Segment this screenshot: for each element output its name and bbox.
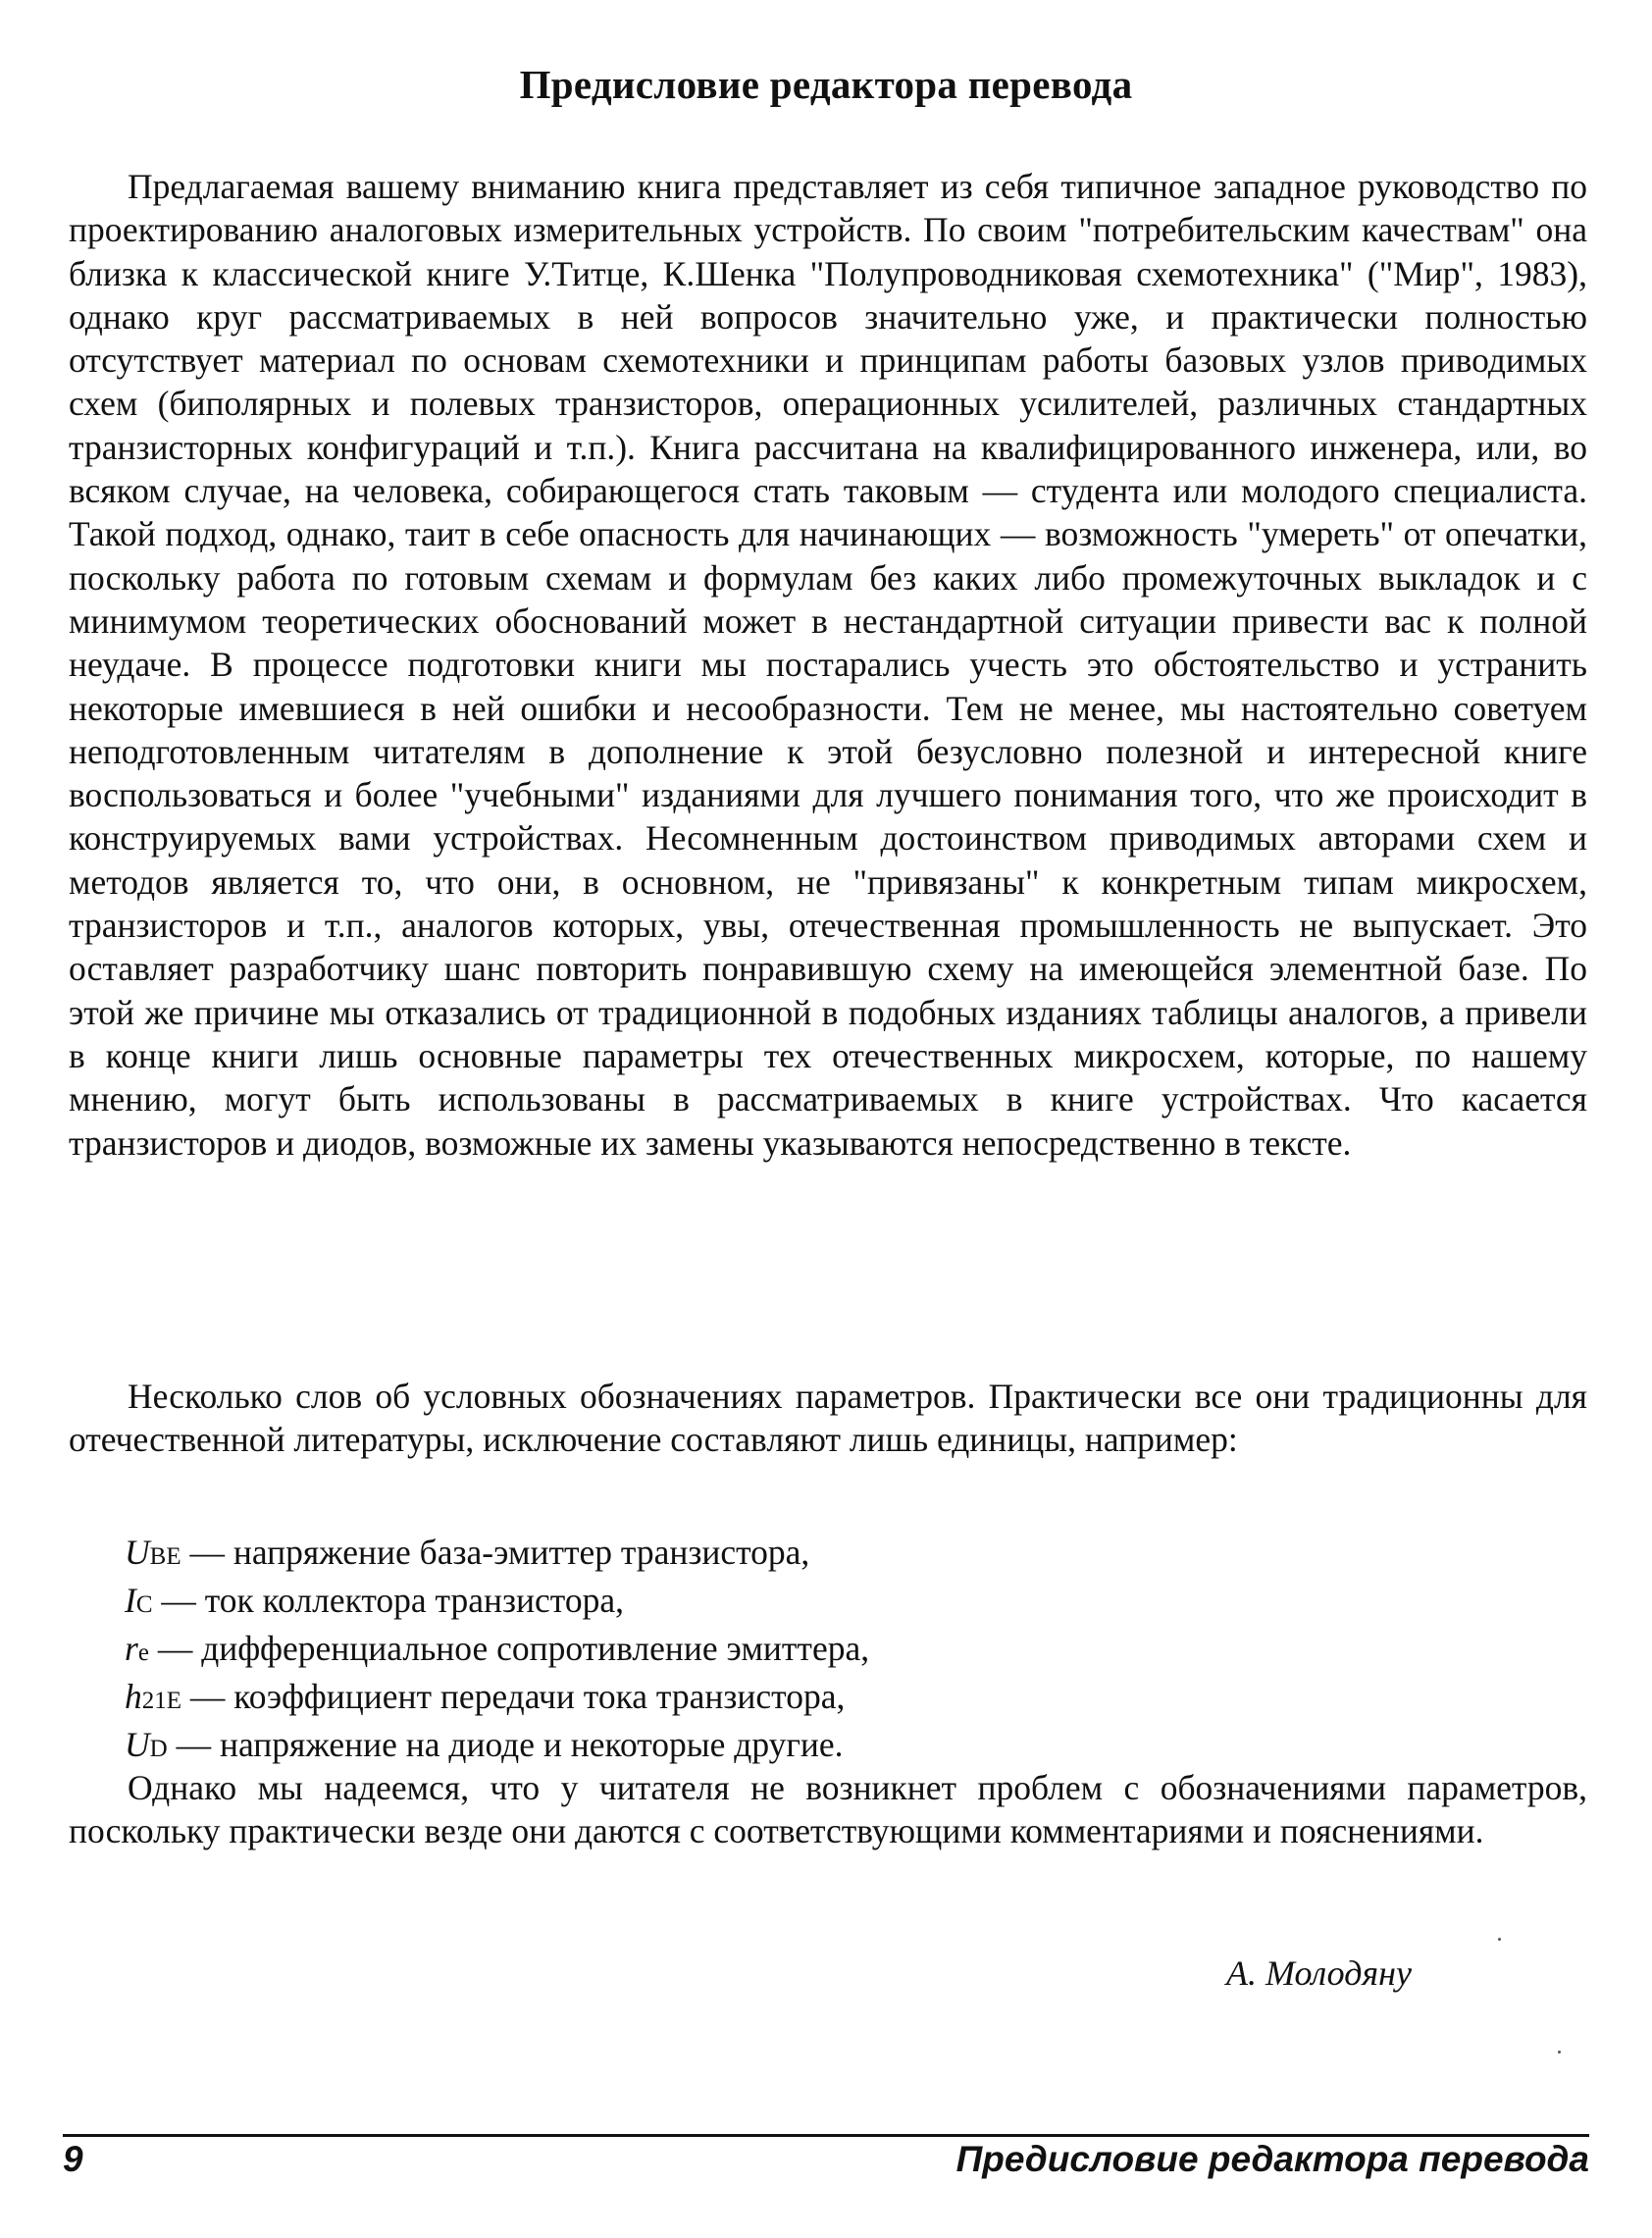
paragraph-closing — [69, 1766, 1587, 1853]
paragraph-text: Предлагаемая вашему вниманию книга представляет из себя типичное западное руководство по проектированию аналоговых измерительных устройств. По своим "потребительским качествам" она близка к классической книге У.Титце, К.Шенка "Полупроводниковая схемотехника" ("Мир", 1983), однако круг рассматриваемых в ней вопросов значительно уже, и практически полностью отсутствует материал по основам схемотехники и принципам работы базовых узлов приводимых схем (биполярных и полевых транзисторов, операционных усилителей, различных стандартных транзисторных конфигураций и т.п.). Книга рассчитана на квалифицированного инженера, или, во всяком случае, на человека, собирающегося стать таковым — студента или молодого специалиста. Такой подход, однако, таит в себе опасность для начинающих — возможность "умереть" от опечатки, поскольку работа по готовым схемам и формулам без каких либо промежуточных выкладок и с минимумом теоретических обоснований может в нестандартной ситуации привести вас к полной неудаче. В процессе подготовки книги мы постарались учесть это обстоятельство и устранить некоторые имевшиеся в ней ошибки и несообразности. Тем не менее, мы настоятельно советуем неподготовленным читателям в дополнение к этой безусловно полезной и интересной книге воспользоваться и более "учебными" изданиями для лучшего понимания того, что же происходит в конструируемых вами устройствах. Несомненным достоинством приводимых авторами схем и методов является то, что они, в основном, не "привязаны" к конкретным типам микросхем, транзисторов и т.п., аналогов которых, увы, отечественная промышленность не выпускает. Это оставляет разработчику шанс повторить понравившую схему на имеющейся элементной базе. По этой же причине мы отказались от традиционной в подобных изданиях таблицы аналогов, а привели в конце книги лишь основные параметры тех отечественных микросхем, которые, по нашему мнению, могут быть использованы в рассматриваемых в книге устройствах. Что касается транзисторов и диодов, возможные их замены указываются непосредственно в тексте. — [69, 167, 1587, 1163]
notation-subscript: BE — [149, 1543, 181, 1570]
notation-symbol: U — [125, 1725, 150, 1764]
notation-symbol: U — [125, 1533, 150, 1572]
scan-speck — [1498, 1938, 1501, 1941]
page-title: Предисловие редактора перевода — [519, 62, 1133, 107]
notation-item — [69, 1723, 1587, 1771]
notation-item — [69, 1579, 1587, 1627]
notation-item — [69, 1675, 1587, 1723]
paragraph-notation — [69, 1375, 1587, 1462]
notation-item — [69, 1627, 1587, 1675]
running-title: Предисловие редактора перевода — [955, 2139, 1589, 2179]
notation-subscript: 21E — [141, 1688, 182, 1714]
notation-description: — напряжение на диоде и некоторые другие. — [167, 1725, 844, 1764]
paragraph-text: Несколько слов об условных обозначениях параметров. Практически все они традиционны для отечественной литературы, исключение составляют лишь единицы, например: — [69, 1377, 1587, 1460]
footer-divider — [63, 2134, 1589, 2137]
notation-subscript: D — [149, 1736, 168, 1762]
notation-symbol: h — [125, 1677, 142, 1716]
notation-subscript: C — [135, 1591, 153, 1618]
notation-description: — напряжение база-эмиттер транзистора, — [181, 1533, 810, 1572]
notation-description: — коэффициент передачи тока транзистора, — [181, 1677, 846, 1716]
notation-subscript: e — [137, 1639, 149, 1666]
notation-list — [69, 1531, 1587, 1771]
paragraph-intro — [69, 165, 1587, 1165]
page-number: 9 — [63, 2139, 83, 2179]
editor-signature: А. Молодяну — [1225, 1953, 1412, 1993]
notation-symbol: I — [125, 1581, 136, 1620]
notation-symbol: r — [125, 1629, 138, 1668]
notation-item — [69, 1531, 1587, 1579]
notation-description: — ток коллектора транзистора, — [152, 1581, 624, 1620]
paragraph-text: Однако мы надеемся, что у читателя не возникнет проблем с обозначениями параметров, поскольку практически везде они даются с соответствующими комментариями и пояснениями. — [69, 1768, 1587, 1851]
notation-description: — дифференциальное сопротивление эмиттера, — [148, 1629, 870, 1668]
scan-speck — [1558, 2051, 1561, 2054]
